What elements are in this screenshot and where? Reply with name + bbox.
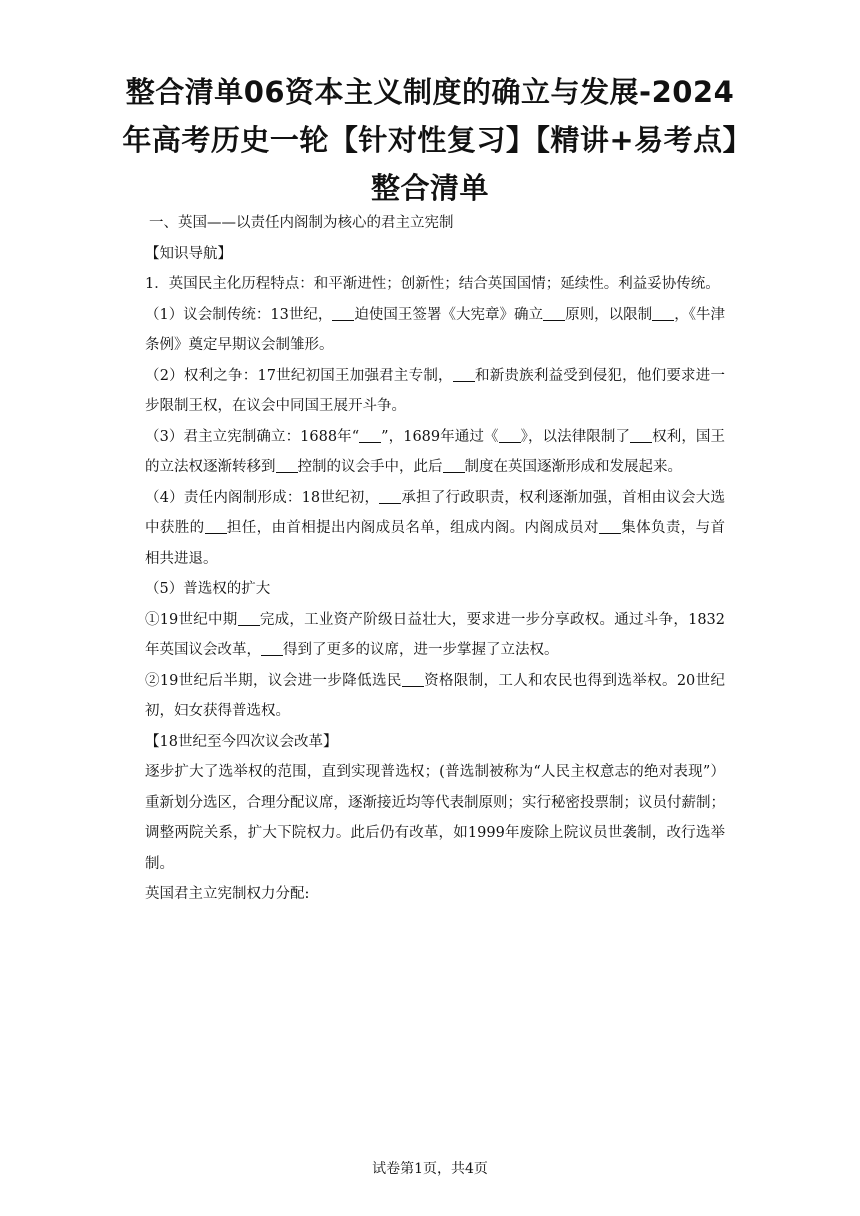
paragraph-constitutional-monarchy: （3）君主立宪制确立：1688年“ ”，1689年通过《 》，以法律限制了 权利，国王的立法权逐渐转移到 控制的议会手中，此后 制度在英国逐渐形成和发展起来。 xyxy=(145,428,725,475)
power-distribution-heading: 英国君主立宪制权力分配: xyxy=(145,886,310,902)
paragraph-suffrage-2: ②19世纪后半期，议会进一步降低选民 资格限制，工人和农民也得到选举权。20世纪初，妇女获得普选权。 xyxy=(145,672,726,719)
page-footer: 试卷第1页，共4页 xyxy=(372,1161,488,1177)
fill-blank[interactable] xyxy=(499,428,521,443)
fill-blank[interactable] xyxy=(630,428,652,443)
fill-blank[interactable] xyxy=(379,489,401,504)
fill-blank[interactable] xyxy=(276,458,298,473)
paragraph-suffrage-1: ①19世纪中期 完成，工业资产阶级日益壮大，要求进一步分享政权。通过斗争，1832年英国议会改革， 得到了更多的议席，进一步掌握了立法权。 xyxy=(145,611,725,658)
section-heading: 一、英国——以责任内阁制为核心的君主立宪制 xyxy=(149,215,454,231)
document-body xyxy=(145,208,725,910)
reform-heading: 【18世纪至今四次议会改革】 xyxy=(145,733,338,750)
fill-blank[interactable] xyxy=(359,428,381,443)
fill-blank[interactable] xyxy=(205,519,227,534)
fill-blank[interactable] xyxy=(443,458,465,473)
paragraph-parliament-tradition: （1）议会制传统：13世纪， 迫使国王签署《大宪章》确立 原则，以限制 ，《牛津条例》奠定早期议会制雏形。 xyxy=(145,306,726,353)
fill-blank[interactable] xyxy=(453,367,475,382)
paragraph-cabinet-system: （4）责任内阁制形成：18世纪初， 承担了行政职责，权利逐渐加强，首相由议会大选中获胜的 担任，由首相提出内阁成员名单，组成内阁。内阁成员对 集体负责，与首相共进退。 xyxy=(145,489,726,567)
knowledge-nav-heading: 【知识导航】 xyxy=(145,245,232,262)
fill-blank[interactable] xyxy=(543,306,565,321)
point-1: 1．英国民主化历程特点：和平渐进性；创新性；结合英国国情；延续性。利益妥协传统。 xyxy=(145,276,720,292)
paragraph-power-struggle: （2）权利之争：17世纪初国王加强君主专制， 和新贵族利益受到侵犯，他们要求进一步限制王权，在议会中同国王展开斗争。 xyxy=(145,367,725,414)
fill-blank[interactable] xyxy=(402,672,424,687)
fill-blank[interactable] xyxy=(599,519,621,534)
fill-blank[interactable] xyxy=(652,306,674,321)
fill-blank[interactable] xyxy=(238,611,260,626)
fill-blank[interactable] xyxy=(261,641,283,656)
reform-text: 逐步扩大了选举权的范围，直到实现普选权；(普选制被称为“人民主权意志的绝对表现”）重新划分选区，合理分配议席，逐渐接近均等代表制原则；实行秘密投票制；议员付薪制；调整两院关系，扩大下院权力。此后仍有改革，如1999年废除上院议员世袭制，改行选举制。 xyxy=(145,764,725,872)
fill-blank[interactable] xyxy=(332,306,354,321)
suffrage-heading: （5）普选权的扩大 xyxy=(145,581,271,597)
document-title: 整合清单06资本主义制度的确立与发展-2024年高考历史一轮【针对性复习】【精讲+易考点】整合清单 xyxy=(122,75,738,205)
